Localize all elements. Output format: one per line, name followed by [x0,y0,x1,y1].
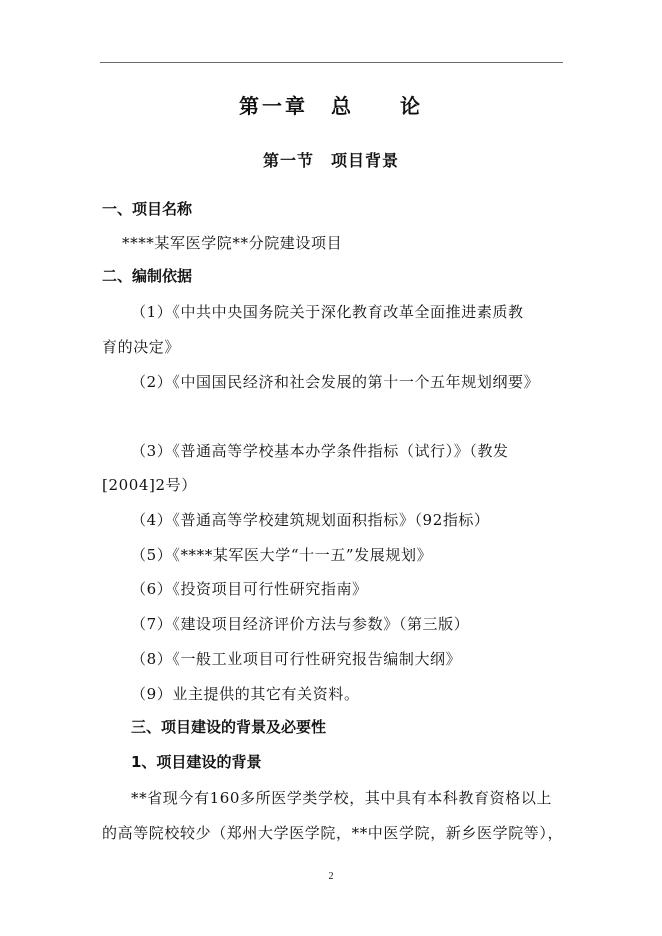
basis-item-8: （8）《一般工业项目可行性研究报告编制大纲》 [131,650,462,668]
page-number: 2 [328,871,334,882]
header-rule [100,62,563,63]
basis-item-3-cont: [2004]2号） [102,476,197,494]
project-name-text: ****某军医学院**分院建设项目 [122,234,343,252]
basis-item-5: （5）《****某军医大学“十一五”发展规划》 [131,546,433,564]
basis-item-7: （7）《建设项目经济评价方法与参数》（第三版） [131,615,470,633]
basis-item-6: （6）《投资项目可行性研究指南》 [131,580,368,598]
chapter-title: 第一章 总 论 [239,94,423,118]
heading-project-name: 一、项目名称 [102,200,193,218]
basis-item-1-cont: 育的决定》 [102,338,181,356]
basis-item-2: （2）《中国国民经济和社会发展的第十一个五年规划纲要》 [131,373,540,391]
subheading-background: 1、项目建设的背景 [131,753,262,771]
heading-background: 三、项目建设的背景及必要性 [131,718,327,736]
basis-item-9: （9）业主提供的其它有关资料。 [131,685,360,703]
paragraph-line-1: **省现今有160多所医学类学校，其中具有本科教育资格以上 [131,789,553,807]
heading-basis: 二、编制依据 [102,267,193,285]
paragraph-line-2: 的高等院校较少（郑州大学医学院，**中医学院，新乡医学院等）， [102,824,564,842]
basis-item-4: （4）《普通高等学校建筑规划面积指标》（92指标） [131,511,490,529]
basis-item-3: （3）《普通高等学校基本办学条件指标（试行）》（教发 [131,442,509,460]
basis-item-1: （1）《中共中央国务院关于深化教育改革全面推进素质教 [131,303,524,321]
section-title: 第一节 项目背景 [262,151,399,170]
